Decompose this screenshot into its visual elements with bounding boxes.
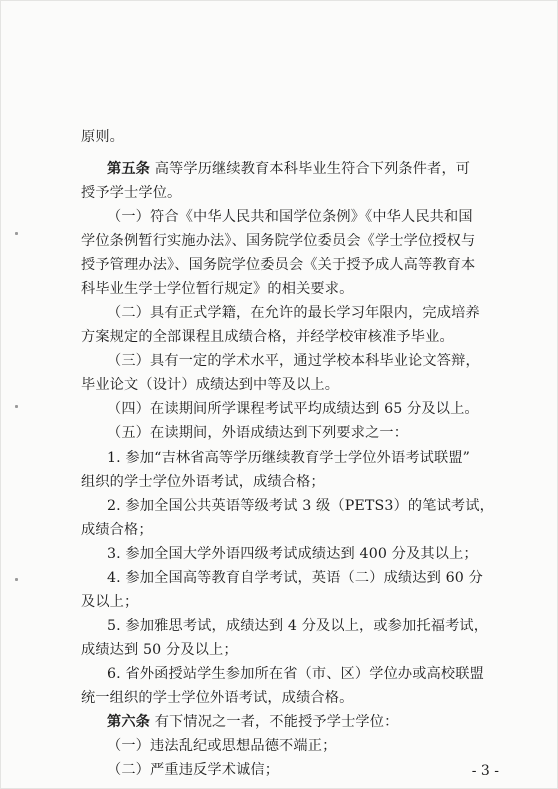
article-label: 第五条 — [107, 161, 151, 177]
scan-speck — [15, 578, 18, 581]
text-line: （四）在读期间所学课程考试平均成绩达到 65 分及以上。 — [107, 401, 479, 417]
text-line: （三）具有一定的学术水平，通过学校本科毕业论文答辩， — [107, 353, 480, 369]
text-line: （一）符合《中华人民共和国学位条例》《中华人民共和国 — [107, 209, 473, 225]
text-line — [107, 159, 470, 179]
text-line: 成绩达到 50 分及以上； — [81, 642, 238, 658]
article-label: 第六条 — [107, 714, 151, 730]
page-number: - 3 - — [471, 763, 499, 779]
text-line: 学位条例暂行实施办法》、国务院学位委员会《学士学位授权与 — [81, 233, 476, 249]
text-line: 统一组织的学士学位外语考试，成绩合格。 — [81, 690, 354, 706]
text-line: 3. 参加全国大学外语四级考试成绩达到 400 分及其以上； — [107, 546, 478, 562]
article-text: 有下情况之一者，不能授予学士学位： — [154, 714, 399, 730]
text-line: 原则。 — [81, 129, 125, 145]
text-line: 成绩合格； — [81, 522, 153, 538]
text-line: 及以上； — [81, 594, 139, 610]
text-line: 授予管理办法》、国务院学位委员会《关于授予成人高等教育本 — [81, 257, 476, 273]
text-line: 5. 参加雅思考试，成绩达到 4 分及以上，或参加托福考试， — [107, 618, 489, 634]
text-line: 4. 参加全国高等教育自学考试，英语（二）成绩达到 60 分 — [107, 570, 483, 586]
article-text: 高等学历继续教育本科毕业生符合下列条件者，可 — [154, 161, 471, 177]
text-line: （一）违法乱纪或思想品德不端正； — [107, 738, 337, 754]
text-line: 6. 省外函授站学生参加所在省（市、区）学位办或高校联盟 — [107, 666, 484, 682]
text-line: （五）在读期间，外语成绩达到下列要求之一： — [107, 425, 409, 441]
scan-speck — [15, 405, 18, 408]
text-line: （二）严重违反学术诚信； — [107, 762, 280, 778]
scan-speck — [15, 232, 18, 235]
text-line: 1. 参加“吉林省高等学历继续教育学士学位外语考试联盟” — [107, 450, 471, 466]
text-line: 组织的学士学位外语考试，成绩合格； — [81, 474, 325, 490]
text-line: 毕业论文（设计）成绩达到中等及以上。 — [81, 377, 340, 393]
text-line: （二）具有正式学籍，在允许的最长学习年限内，完成培养 — [107, 305, 480, 321]
text-line: 2. 参加全国公共英语等级考试 3 级（PETS3）的笔试考试， — [107, 498, 494, 514]
text-line — [107, 712, 398, 732]
text-line: 方案规定的全部课程且成绩合格，并经学校审核准予毕业。 — [81, 329, 454, 345]
text-line: 授予学士学位。 — [81, 185, 182, 201]
text-line: 科毕业生学士学位暂行规定》的相关要求。 — [81, 281, 354, 297]
